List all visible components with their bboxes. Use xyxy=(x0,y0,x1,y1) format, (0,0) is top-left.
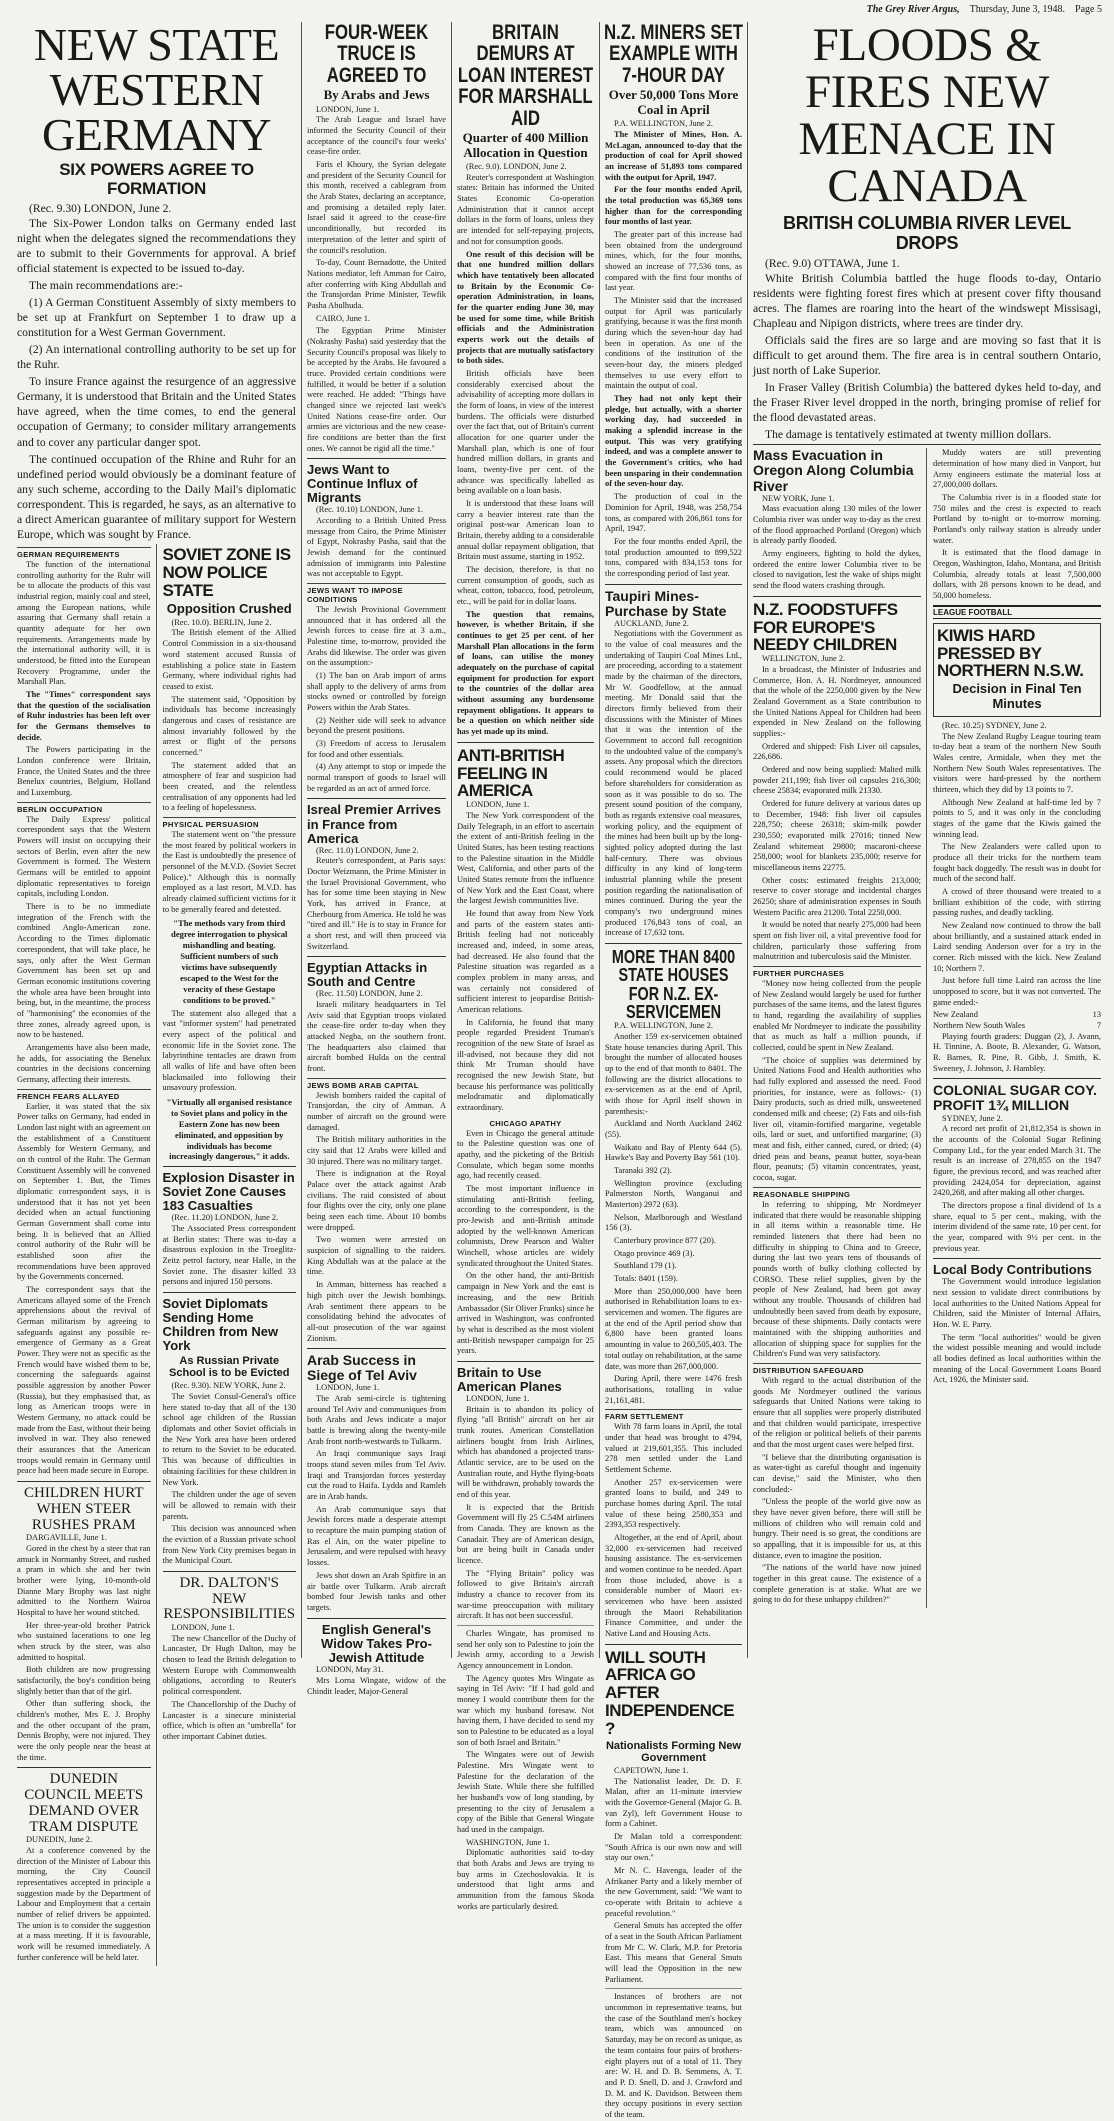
paragraph: Officials said the fires are so large and are moving so fast that it is difficult to get around them. The fire area is in central southern Ontario, just north of Lake Superior. xyxy=(753,333,1101,378)
story-headline-american-planes: Britain to Use American Planes xyxy=(457,1364,562,1394)
planes-dateline: LONDON, June 1. xyxy=(466,1393,530,1403)
paragraph: Although New Zealand at half-time led by 7 points to 5, and it was only in the concluding stages of the game that the Kiwis gained the winning lead. xyxy=(933,797,1101,839)
paragraph: The most important influence in stimulating anti-British feeling, according to the correspondent, is the pro-Jewish and anti-British attitude adopted by the well-known American columnists, Drew Pearson and Walter Winchell, whose articles are widely syndicated throughout the United States. xyxy=(457,1184,594,1268)
paragraph: There is indignation at the Royal Palace over the attack against Arab civilians. The raid consisted of about four flights over the city, only one plane being seen each time. About 10 bombs were dropped. xyxy=(307,1169,446,1232)
paragraph: The function of the international controlling authority for the Ruhr will be to allocate the products of this vast industrial region, mainly coal and steel, among the European nations, while assuring that Germany shall retain a quantity adequate for her own requirements. Arrangements made by the international authority will, it is understood, be fitted into the European Recovery Programme, under the Marshall Plan. xyxy=(17,559,151,687)
paragraph: The question that remains, however, is whether Britain, if she continues to get 25 per cent. of her Marshall Plan allocations in the form of loans, can utilise the money adequately on the purchase of capital equipment for production for export to the countries of the dollar area without assuming any burdensome repayment obligations. It appears to be a question on which neither side has yet made up its mind. xyxy=(457,609,594,737)
paragraph: Arrangements have also been made, he adds, for associating the Benelux countries in the decisions concerning Germany, affecting their interests. xyxy=(17,1042,151,1084)
foodstuffs-dateline: WELLINGTON, June 2. xyxy=(762,654,846,664)
story-headline-taupiri: Taupiri Mines- Purchase by State xyxy=(605,587,727,619)
paragraph: The term "local authorities" would be given the widest possible meaning and would include all bodies defined as local authorities within the meaning of the Local Government Loans Board Act, 1926, the Minister said. xyxy=(933,1332,1101,1385)
paragraph: It is estimated that the flood damage in Oregon, Washington, Idaho, Montana, and British Columbia, already totals at least 7,500,000 dollars, with 28 persons known to be dead, and 50,000 homeless. xyxy=(933,548,1101,601)
paragraph: In Fraser Valley (British Columbia) the battered dykes held to-day, and the Fraser River level dropped in the north, bringing promise of relief for the flood devastated areas. xyxy=(753,381,1101,425)
story-headline-soviet-diplomats: Soviet Diplomats Sending Home Children from New York xyxy=(162,1296,279,1354)
story-headline-south-africa: WILL SOUTH AFRICA GO AFTER INDEPENDENCE ? xyxy=(605,1647,735,1738)
kiwis-dateline: (Rec. 10.25) SYDNEY, June 2. xyxy=(942,720,1047,730)
divider xyxy=(163,1571,297,1572)
section-head: DISTRIBUTION SAFEGUARD xyxy=(753,1363,921,1375)
canada-subhead: BRITISH COLUMBIA RIVER LEVEL DROPS xyxy=(783,213,1071,253)
story-headline-anti-british: ANTI-BRITISH FEELING IN AMERICA xyxy=(457,745,565,801)
sport-section-bar: LEAGUE FOOTBALL xyxy=(933,605,1101,619)
column-1 xyxy=(12,19,302,1962)
story-headline-dalton: DR. DALTON'S NEW RESPONSIBILITIES xyxy=(163,1574,296,1623)
section-head: GERMAN REQUIREMENTS xyxy=(17,547,151,559)
paragraph: Charles Wingate, has promised to send her only son to Palestine to join the Jewish army, according to a Jewish Agency announcement in London. xyxy=(457,1629,594,1671)
explosion-dateline: (Rec. 11.20) LONDON, June 2. xyxy=(171,1213,279,1223)
tel-aviv-dateline: LONDON, June 1. xyxy=(316,1383,380,1393)
paragraph: The New Zealand Rugby League touring team to-day beat a team of the northern New South Wales centre, Armidale, when they met the Northern New South Wales representatives. The visitors were hard-pressed by the northern thirteen, which they did by 13 points to 7. xyxy=(933,731,1101,794)
divider xyxy=(307,1618,446,1619)
story-headline-dunedin: DUNEDIN COUNCIL MEETS DEMAND OVER TRAM DISPUTE xyxy=(24,1771,144,1835)
divider xyxy=(163,1292,297,1293)
paragraph: Earlier, it was stated that the six Power talks on Germany, had ended in London last night with an agreement on the establishment of a Constituent Assembly for Western Germany, and on th control of the Ruhr. The German Constituent Assembly will be convened on September 1. But, the Times diplomatic correspondent says, it is understood that it has not yet been decided when an actual functioning German Government shall come into being. It is believed that an Allied control authority of the Ruhr will be established soon after the recommendations have been approved by the Governments concerned. xyxy=(17,1101,151,1282)
paragraph: The greater part of this increase had been obtained from the underground mines, which, for the four months, showed an increase of 77,536 tons, as compared with the first four months of last year. xyxy=(605,230,742,293)
paragraph: The British military authorities in the city said that 12 Arabs were killed and 30 injured. There was no military target. xyxy=(307,1135,446,1166)
paragraph: CAIRO, June 1. xyxy=(316,313,370,323)
migrants-dateline: (Rec. 10.10) LONDON, June 1. xyxy=(316,505,423,515)
divider xyxy=(307,1348,446,1349)
paragraph: The Arab League and Israel have informed the Security Council of their acceptance of the council's four weeks' cease-fire order. xyxy=(307,115,446,157)
truce-dateline: LONDON, June 1. xyxy=(316,104,380,114)
paragraph: In referring to shipping, Mr Nordmeyer indicated that there would be reasonable shipping in all items within a reasonable time. He reminded listeners that there had been no difficulty in shipping to China and to Greece, during the last two years tens of thousands of pounds worth of bulky clothing collected by CORSO. These relief supplies, given by the people of New Zealand, had been got away without any trouble. Thousands of children had undoubtedly been saved from death by exposure, because of these shipments. Daily contacts were maintained with the shipping authorities and allocation of shipping space for supplies for the Children's Fund was very satisfactory. xyxy=(753,1199,921,1359)
kiwis-subhead: Decision in Final Ten Minutes xyxy=(952,681,1082,711)
paragraph: The "Times" correspondent says that the question of the socialisation of Ruhr industries has been left over for the Germans themselves to decide. xyxy=(17,690,151,742)
paragraph: Another 257 ex-servicemen were granted loans to build, and 249 to purchase homes during April. The total value of these being 2580,353 and 2393,353 respectively. xyxy=(605,1477,742,1530)
paragraph: In a broadcast, the Minister of Industries and Commerce, Hon. A. H. Nordmeyer, announced that the whole of the 2250,000 given by the New Zealand Government as a State contribution to the United Nations Appeal for Children had been expended in New Zealand on the following supplies:- xyxy=(753,664,921,738)
paragraph: General Smuts has accepted the offer of a seat in the South African Parliament from Mr C. W. Clark, M.P. for Pretoria East. This means that General Smuts will lead the Opposition in the new Parliament. xyxy=(605,1921,742,1984)
paragraph: "The choice of supplies was determined by United Nations Food and Health authorities who had fully explored and assessed the need. Food priorities, for instance, were as follows:- (1) Dairy products, such as dried milk, unsweetened condensed milk and cheese; (2) Fats and oils-fish liver oil, vitamin-fortified margarine, vegetable oils, lard or suet, and unfortified margarine; (3) meat and fish, either canned, cured, or dried; (4) dried peas and beans, peanut butter, soya-bean flour, peanuts; (5) vitamin concentrates, yeast, cocoa, sugar. xyxy=(753,1055,921,1183)
paragraph: Playing fourth graders: Duggan (2), J. Avann, H. Tinnine, A. Boote, B. Alexander, G. Watson, R. Barnes, R. Pine, R. Gibb, J. Smith, K. Sweeney, J. Johnson, J. Hambley. xyxy=(933,1031,1101,1073)
paragraph: Auckland and North Auckland 2462 (55). xyxy=(605,1119,742,1140)
column-1a xyxy=(17,544,157,1966)
story-headline-local-body: Local Body Contributions xyxy=(933,1262,1092,1278)
paper-name: The Grey River Argus, xyxy=(866,4,960,15)
paragraph: In California, he found that many people regarded President Truman's recognition of the new State of Israel as ill-advised, not because they did not think Mr Truman should have recognised the new Jewish State, but because his performance was politically melodramatic and diplomatically extraordinary. xyxy=(457,1017,594,1113)
story-headline-tel-aviv: Arab Success in Siege of Tel Aviv xyxy=(307,1352,417,1384)
widow-dateline: LONDON, May 31. xyxy=(316,1665,384,1675)
paragraph: The Agency quotes Mrs Wingate as saying in Tel Aviv: "If I had gold and money I would contribute them for the war which my husband foresaw. Not having them, I have decided to send my son to Palestine to be educated as a loyal son of both Israel and Britain." xyxy=(457,1673,594,1747)
paragraph: Mrs Lorna Wingate, widow of the Chindit leader, Major-General xyxy=(307,1676,446,1696)
paragraph: Other costs: estimated freights 213,000; reserve to cover storage and incidental charges 26250; share of administration expenses in South Western Pacific area 21200. Total 2250,000. xyxy=(753,875,921,917)
paragraph: Mr N. C. Havenga, leader of the Afrikaner Party and a likely member of the new Government, said: "We want to co-operate with Britain to achieve a peaceful revolution." xyxy=(605,1866,742,1918)
paragraph: Wellington province (excluding Palmerston North, Wanganui and Masterton) 2972 (63). xyxy=(605,1178,742,1210)
paragraph: Army engineers, fighting to hold the dykes, ordered the entire lower Columbia river to be closed to navigation, lest the wake of ships might send the flood waters crashing through. xyxy=(753,549,921,591)
paragraph: Reuter's correspondent, at Paris says: Doctor Weizmann, the Prime Minister in the Israel Provisional Government, who has for some time been staying in New York, has arrived in France, at Cherbourg from America. He told he was "tired and ill." He is to stay in France for a short rest, and will then proceed via Switzerland. xyxy=(307,856,446,951)
paragraph: Dr Malan told a correspondent: "South Africa is our own now and will stay our own." xyxy=(605,1832,742,1863)
divider xyxy=(17,1481,151,1482)
premier-dateline: (Rec. 11.0) LONDON, June 2. xyxy=(316,845,419,855)
paragraph: Gored in the chest by a steer that ran amuck in Normanby Street, and rushed a pram in which she and her twin brother were lying, 10-month-old Dianne Mary Brophy was last night admitted to the Northern Wairoa Hospital to have her wound stitched. xyxy=(17,1544,151,1618)
paragraph: Canterbury province 877 (20). xyxy=(614,1236,716,1246)
paragraph: Both children are now progressing satisfactorily, the boy's condition being slightly better than that of the girl. xyxy=(17,1665,151,1696)
paragraph: More than 250,000,000 have been authorised in Rehabilitation loans to ex-servicemen and women. The figures are at the end of the April period show that 6,800 have been granted loans amounting in value to 260,505,403. The total outlay on rehabilitation, at the same date, was more than 267,000,000. xyxy=(605,1286,742,1371)
paragraph: An Arab communique says that Jewish forces made a desperate attempt to recapture the main pumping station of Ras el Ain, on the water pipeline to Jerusalem, and were repulsed with heavy losses. xyxy=(307,1504,446,1568)
paragraph: For the four months ended April, the total production amounted to 899,522 tons, compared with 834,153 tons for the corresponding period of last year. xyxy=(605,536,742,578)
paragraph: The statement also alleged that a vast "informer system" had penetrated every aspect of the political and economic life in the Soviet zone. The labyrinthine tentacles are drawn from all walks of life and have often been blackmailed into following their unsavoury profession. xyxy=(162,1008,296,1093)
section-head: REASONABLE SHIPPING xyxy=(753,1187,921,1199)
paragraph: The Wingates were out of Jewish Palestine. Mrs Wingate went to Palestine for the declaration of the Jewish State. While there she fulfilled her husband's vow of long standing, by presenting to the city of Jerusalem a copy of the Bible that General Wingate had used in the campaign. xyxy=(457,1750,594,1835)
paragraph: A record net profit of 21,812,354 is shown in the accounts of the Colonial Sugar Refining Company Ltd., for the year ended March 31. The result is an increase of 278,855 on the 1947 figure, the previous record, and was reached after providing 2424,054 for depreciation, against 2420,268, and after making all other charges. xyxy=(933,1124,1101,1198)
story-headline-soviet-zone: SOVIET ZONE IS NOW POLICE STATE xyxy=(162,544,291,600)
story-headline-migrants: Jews Want to Continue Influx of Migrants xyxy=(307,462,418,506)
lead-headline-germany: NEW STATE WESTERN GERMANY xyxy=(33,19,280,161)
pram-dateline: DARGAVILLE, June 1. xyxy=(26,1533,107,1543)
column-1b xyxy=(163,544,297,1966)
germany-subhead: SIX POWERS AGREE TO FORMATION xyxy=(59,160,254,198)
story-headline-state-houses: MORE THAN 8400 STATE HOUSES FOR N.Z. EX-SERVICEMEN xyxy=(611,946,736,1022)
column-5b xyxy=(933,448,1101,1608)
egypt-dateline: (Rec. 11.50) LONDON, June 2. xyxy=(316,989,423,999)
soviet-subhead: Opposition Crushed xyxy=(166,600,292,616)
story-headline-pram: CHILDREN HURT WHEN STEER RUSHES PRAM xyxy=(23,1485,144,1533)
paragraph: The Associated Press correspondent at Berlin states: There was to-day a disastrous explosion in the Troeglitz-Zeitz petrol factory, near Halle, in the Soviet zone. The disaster killed 33 persons and injured 150 persons. xyxy=(162,1224,296,1287)
miners-subhead: Over 50,000 Tons More Coal in April xyxy=(608,87,739,117)
paragraph: Israeli military headquarters in Tel Aviv said that Egyptian troops violated the cease-fire order to-day when they attacked Negba, on the southern front. The headquarters also claimed that aircraft bombed Hulda on the central front. xyxy=(307,1000,446,1074)
diplomats-dateline: (Rec. 9.30). NEW YORK, June 2. xyxy=(171,1381,286,1391)
paragraph: Faris el Khoury, the Syrian delegate and president of the Security Council for this month, received a cablegram from the Arab States, declaring an acceptance, and promising a detailed reply later. Israel said it agreed to the cease-fire unconditionally, but recorded its interpretation of the letter and spirit of the council's resolution. xyxy=(307,160,446,255)
paragraph: He found that away from New York and parts of the eastern states anti-British feeling had not noticeably increased and, indeed, in some areas, had decreased. He also found that the Palestine situation was regarded as a complex problem in many areas, and was certainly not considered of sufficient interest to jeopardise British-American relations. xyxy=(457,908,594,1015)
divider xyxy=(307,956,446,957)
paragraph: This decision was announced when the eviction of a Russian private school from New York City premises began in the Municipal Court. xyxy=(162,1524,296,1566)
divider xyxy=(307,458,446,459)
paragraph: Her three-year-old brother Patrick who sustained lacerations to one leg when struck by the steer, was also admitted to hospital. xyxy=(17,1620,151,1662)
paragraph: During April, there were 1476 fresh authorisations, totalling in value 21,161,481. xyxy=(605,1374,742,1405)
story-headline-miners: N.Z. MINERS SET EXAMPLE WITH 7-HOUR DAY xyxy=(603,21,744,87)
houses-dateline: P.A. WELLINGTON, June 2. xyxy=(614,1021,714,1031)
paragraph: For the four months ended April, the total production was 65,369 tons higher than for the corresponding four months of last year. xyxy=(605,185,742,227)
story-headline-oregon: Mass Evacuation in Oregon Along Columbia River xyxy=(753,447,914,494)
section-head: JEWS BOMB ARAB CAPITAL xyxy=(307,1078,446,1090)
columns xyxy=(12,19,1106,2119)
score-team: Northern New South Wales xyxy=(933,1021,1025,1031)
column-4 xyxy=(600,21,748,2119)
paragraph: The British element of the Allied Control Commission in a six-thousand word statement accused Russia of establishing a police state in Eastern Germany, where individual rights had ceased to exist. xyxy=(162,628,296,691)
column-5 xyxy=(748,19,1106,1658)
paragraph: The New Zealanders were called upon to produce all their tricks for the northern team fought back doggedly. The result was in doubt for much of the second half. xyxy=(933,842,1101,884)
paragraph: Just before full time Laird ran across the line unopposed to score, but it was not converted. The game ended:- xyxy=(933,976,1101,1007)
section-head: CHICAGO APATHY xyxy=(489,1118,562,1128)
arms-dateline: WASHINGTON, June 1. xyxy=(466,1837,550,1847)
paragraph: The continued occupation of the Rhine and Ruhr for an undefined period would obviously be a dominant feature of any such scheme, according to the Daily Mail's diplomatic correspondent. This is regarded, he says, as an alternative to a direct American guarantee of military support for Western Europe, which was sought by France. xyxy=(17,452,296,541)
sport-box xyxy=(933,623,1101,717)
column-1-split xyxy=(17,544,296,1966)
paragraph: Another 159 ex-servicemen obtained State house tenancies during April. This brought the number of allocated houses up to the end of that month to 8401. The following are the district allocations to ex-servicemen as at the end of April, with those for April itself shown in parenthesis:- xyxy=(605,1032,742,1116)
paragraph: The Minister of Mines, Hon. A. McLagan, announced to-day that the production of coal for April showed an increase of 51,893 tons compared with the output for April, 1947. xyxy=(605,129,742,182)
germany-dateline: (Rec. 9.30) LONDON, June 2. xyxy=(29,201,172,215)
paragraph: "Money now being collected from the people of New Zealand would largely be used for further purchases of the same items, and the latest figures to hand, regarding the availability of supplies enabled Mr Nordmeyer to indicate the possibility that as much as half a million pounds, if collected, could be spent in New Zealand. xyxy=(753,979,921,1053)
score-points: 13 xyxy=(1092,1010,1101,1020)
miners-dateline: P.A. WELLINGTON, June 2. xyxy=(614,119,714,129)
paragraph: Waikato and Bay of Plenty 644 (5). Hawke's Bay and Poverty Bay 561 (10). xyxy=(605,1142,742,1163)
south-africa-subhead: Nationalists Forming New Government xyxy=(605,1739,742,1764)
divider xyxy=(457,742,594,743)
loan-dateline: (Rec. 9.0). LONDON, June 2. xyxy=(466,162,567,172)
paragraph: The statement went on "the pressure the most feared by political workers in the East is undoubtedly the presence of personnel of the M.V.D. (Soviet Secret Police)." Although this is normally employed as a last resort, M.V.D. has already claimed sufficient victims for it to be generally feared and detested. xyxy=(162,829,296,914)
pull-quote: "The methods vary from third degree interrogation to physical mishandling and beating. Sufficient numbers of such victims have subsequently escaped to the West for the veracity of these Gestapo conditions to be proved." xyxy=(171,918,288,1005)
divider xyxy=(605,1644,742,1645)
paragraph: The damage is tentatively estimated at twenty million dollars. xyxy=(765,428,1052,442)
paragraph: The Six-Power London talks on Germany ended last night when the delegates signed the recommendations they are to submit to their Governments for approval. A brief official statement is expected to be issued to-day. xyxy=(17,216,296,275)
masthead xyxy=(867,4,1102,15)
score-team: New Zealand xyxy=(933,1010,978,1020)
loan-subhead: Quarter of 400 Million Allocation in Question xyxy=(462,130,589,160)
paragraph: Even in Chicago the general attitude to the Palestine question was one of apathy, and the picketing of the British Consulate, which began some months ago, had recently ceased. xyxy=(457,1128,594,1181)
pull-quote: "Virtually all organised resistance to Soviet plans and policy in the Eastern Zone has now been eliminated, and opposition by individuals has become increasingly dangerous," it adds. xyxy=(166,1096,292,1162)
paragraph: On the other hand, the anti-British campaign in New York and the east is increasing, and the new British Ambassador (Sir Oliver Franks) since he arrived in Washington, was confronted by what is described as the most violent anti-British newspaper campaign for 25 years. xyxy=(457,1271,594,1356)
paragraph: Ordered for future delivery at various dates up to December, 1948: fish liver oil capsules 228,750; cheese 26318; skim-milk powder 230,550; evaporated milk 27016; tinned New Zealand whitemeat 29800; macaroni-cheese 258,000; wool for blankets 235,000; reserve for miscellaneous items 22775. xyxy=(753,798,921,873)
dalton-dateline: LONDON, June 1. xyxy=(171,1623,235,1633)
paragraph: "The nations of the world have now joined together in this great cause. The existence of a complete generation is at stake. What are we going to do for these unhappy children?" xyxy=(753,1563,921,1605)
lead-headline-canada: FLOODS & FIRES NEW MENACE IN CANADA xyxy=(798,19,1056,212)
paragraph: Negotiations with the Government as to the value of coal measures and the undertaking of Taupiri Coal Mines Ltd., are proceeding, according to a statement made by the chairman of the directors, Mr W. Goodfellow, at the annual meeting. Mr Donald said that the directors firmly believed from their discussions with the Minister of Mines that it was the intention of the Government to accord full recognition to the undoubted value of the company's assets. Any proposal which the directors could recommend would be placed before shareholders for consideration as soon as it was possible to do so. The present sound position of the company, both as regards extensive coal measures, working policy, and the equipment of the mines had been built up by the long-sighted policy adopted during the last half-century. There was obvious difficulty in any kind of long-term industrial planning while the present position regarding the nationalisation of mines continued. During the year the company's two underground mines produced 176,843 tons of coal, an increase of 17,632 tons. xyxy=(605,629,742,938)
taupiri-dateline: AUCKLAND, June 2. xyxy=(614,618,689,628)
divider xyxy=(753,596,921,597)
paragraph: New Zealand now continued to throw the ball about brilliantly, and a sustained attack ended in Laird sending Anderson over for a try in the corner. Rich missed with the kick. New Zealand 10; Northern 7. xyxy=(933,920,1101,973)
section-head: BERLIN OCCUPATION xyxy=(17,802,151,814)
oregon-dateline: NEW YORK, June 1. xyxy=(762,493,835,503)
paragraph: The decision, therefore, is that no current consumption of goods, such as wheat, cotton, tobacco, food, petroleum, etc., will be paid for in dollar loans. xyxy=(457,564,594,606)
story-headline-truce: FOUR-WEEK TRUCE IS AGREED TO xyxy=(324,21,429,87)
paragraph: It would be noted that nearly 275,000 had been spent on fish liver oil, a vital preventive food for children, particularly those suffering from malnutrition and tuberculosis said the Minister. xyxy=(753,920,921,962)
capetown-dateline: CAPETOWN, June 1. xyxy=(614,1766,689,1776)
paragraph: The Government would introduce legislation next session to validate direct contributions by local authorities to the United Nations Appeal for Children, said the Minister of Internal Affairs, Hon. W. E. Parry. xyxy=(933,1277,1101,1330)
paragraph: The "Flying Britain" policy was followed to give Britain's aircraft industry a chance to recover from its war-time preoccupation with military aircraft. It has not been successful. xyxy=(457,1568,594,1621)
paragraph: (2) Neither side will seek to advance beyond the present positions. xyxy=(307,715,446,736)
paragraph: Ordered and shipped: Fish Liver oil capsules, 226,686. xyxy=(753,741,921,762)
paragraph: The correspondent says that the Americans allayed some of the French apprehensions about the revival of German militarism by agreeing to safeguards against any possible re-emergence of Germany as a Great Power. They were not as specific as the French would have wished them to be, concerning the safeguards against possible aggression by another Power (Russia), but they emphasised that, as long as American troops were in Western Germany, no attack could be made from the East, without their being involved in war. They also renewed their assurances that the American troops would remain in Germany until peace had been made secure in Europe. xyxy=(17,1284,151,1476)
paragraph: According to a British United Press message from Cairo, the Prime Minister of Egypt, Nokrashy Pasha, said that the Jewish demand for the continued admission of immigrants into Palestine was not acceptable to Egypt. xyxy=(307,516,446,579)
section-head: FRENCH FEARS ALLAYED xyxy=(17,1089,151,1101)
divider xyxy=(307,798,446,799)
paragraph: With 78 farm loans in April, the total under that head was brought to 4794, valued at 219,601,355. This included 278 men settled under the Land Settlement Scheme. xyxy=(605,1422,742,1474)
divider xyxy=(605,1988,742,1989)
paragraph: Altogether, at the end of April, about 32,000 ex-servicemen had received housing assistance. The ex-servicemen and women continue to be needed. Apart from those included, above is a considerable number of Maori ex-servicemen who have been assisted through the Maori Rehabilitation Finance Committee, and under the Native Land and Housing Acts. xyxy=(605,1532,742,1638)
score-points: 7 xyxy=(1096,1021,1101,1031)
paragraph: The new Chancellor of the Duchy of Lancaster, Dr Hugh Dalton, may be chosen to lead the British delegation to Western Europe with Commonwealth obligations, according to Reuter's political correspondent. xyxy=(162,1633,296,1697)
divider xyxy=(163,1166,297,1167)
score-row xyxy=(933,1010,1101,1021)
paragraph: Mass evacuation along 130 miles of the lower Columbia river was under way to-day as the crest of the flood approached Portland (Oregon) which is already partly flooded. xyxy=(753,504,921,546)
paragraph: Totals: 8401 (159). xyxy=(614,1274,678,1284)
divider xyxy=(457,1625,594,1626)
paragraph: It is understood that these loans will carry a heavier interest rate than the original post-war American loan to Britain, thereby adding to a considerable annual dollar repayment obligation, that Britain must assume, starting in 1952. xyxy=(457,498,594,562)
section-head: FURTHER PURCHASES xyxy=(753,966,921,978)
paragraph: (2) An international controlling authority to be set up for the Ruhr. xyxy=(17,343,296,372)
paragraph: Muddy waters are still preventing determination of how many died in Vanport, but Army engineers estimate the material loss at 27,000,000 dollars. xyxy=(933,448,1101,490)
story-headline-foodstuffs: N.Z. FOODSTUFFS FOR EUROPE'S NEEDY CHILDREN xyxy=(753,599,898,655)
column-5-split xyxy=(753,444,1101,1608)
paragraph: The Daily Express' political correspondent says that the Western Powers will insist on occupying their sectors of Berlin, even after the new Government is formed. The Western Germans will be entitled to appoint diplomatic representatives to foreign capitals, including London. xyxy=(17,814,151,899)
soviet-diplomats-subhead: As Russian Private School is to be Evicted xyxy=(169,1355,290,1380)
paragraph: The Jewish Provisional Government announced that it has ordered all the Jewish forces to cease fire at 3 a.m., Palestine time, to-morrow, provided the Arabs did likewise. The order was given on the assumption:- xyxy=(307,605,446,668)
paragraph: The New York correspondent of the Daily Telegraph, in an effort to ascertain the extent of anti-British feeling in the United States, has been testing reactions to the Palestine situation in the Middle West, California, and other parts of the United States remote from the influence of New York and the East Coast, where the largest Jewish communities live. xyxy=(457,810,594,906)
paragraph: It is expected that the British Government will fly 25 C.54M airliners from Canada. They are known as the Canadair. They are of American design, but are being built in Canada under licence. xyxy=(457,1502,594,1565)
page-number: Page 5 xyxy=(1075,4,1102,15)
paragraph: (4) Any attempt to stop or impede the normal transport of goods to Israel will be regarded as an act of armed force. xyxy=(307,762,446,793)
paragraph: (3) Freedom of access to Jerusalem for food and other essentials. xyxy=(307,739,446,759)
germany-lead-body xyxy=(17,216,296,542)
paragraph: There is to be no immediate integration of the French with the combined Anglo-American zone. According to the Times diplomatic correspondent, that will take place, he says, only after the West German Government has been set up and German economic institutions covering the whole area have been brought into being, but, in the meantime, the process of "harmonising" the economies of the three zones, already agreed upon, is now to be hastened. xyxy=(17,902,151,1040)
anti-british-dateline: LONDON, June 1. xyxy=(466,800,530,810)
paragraph: The Soviet Consul-General's office here stated to-day that all of the 130 school age children of the Russian diplomats and other Soviet officials in the New York area have been ordered to return to the Soviet to be educated. This was because of difficulties in obtaining facilities for these children in New York. xyxy=(162,1392,296,1487)
paragraph: Other than suffering shock, the children's mother, Mrs E. J. Brophy and the other occupant of the pram, Dennis Brophy, were not injured. They were the only people near the beast at the time. xyxy=(17,1699,151,1762)
column-3 xyxy=(452,21,600,1911)
paragraph: The directors propose a final dividend of 1s a share, equal to 5 per cent., making, with the interim dividend of the same rate, 10 per cent. for the year, compared with 9½ per cent. in the previous year. xyxy=(933,1200,1101,1253)
story-headline-explosion: Explosion Disaster in Soviet Zone Causes 183 Casualties xyxy=(162,1170,295,1214)
paragraph: The Powers participating in the London conference were Britain, France, the United States and the three Benelux countries, Belgium, Holland and Luxemburg. xyxy=(17,745,151,798)
paragraph: Taranaki 392 (2). xyxy=(614,1166,672,1176)
divider xyxy=(457,1361,594,1362)
paragraph: With regard to the actual distribution of the goods Mr Nordmeyer outlined the various safeguards that United Nations were taking to ensure that all supplies were properly distributed and that children would participate, irrespective of the religion or political beliefs of their parents and that the most urgent cases were helped first. xyxy=(753,1375,921,1449)
paragraph: At a conference convened by the direction of the Minister of Labour this morning, the City Council representatives accepted in principle a suggestion made by the Department of Labour and Employment that a certain number of relief drivers be appointed. The union is to consider the suggestion at a mass meeting. If it is favourable, work will be resumed immediately. A further conference will be held later. xyxy=(17,1846,151,1962)
paragraph: The production of coal in the Dominion for April, 1948, was 258,754 tons, as compared with 206,861 tons for April, 1947. xyxy=(605,492,742,534)
story-headline-widow: English General's Widow Takes Pro-Jewish Attitude xyxy=(321,1621,432,1666)
divider xyxy=(933,1078,1101,1079)
paragraph: Ordered and now being supplied: Malted milk powder 211,199; fish liver oil capsules 216,300; cheese 25834; evaporated milk 21330. xyxy=(753,764,921,796)
paragraph: British officials have been considerably exercised about the advisability of accepting more dollars in the form of loans, in view of the interest burdens. The officials were disturbed over the fact that, out of Britain's current allocation for one quarter under the Marshall plan, which is one of four hundred million dollars, in grants and loans, twenty-five per cent. of the advance was specifically labelled as being available on a loan basis. xyxy=(457,368,594,496)
paragraph: Diplomatic authorities said to-day that both Arabs and Jews are trying to buy arms in Czechoslovakia. It is understood that light arms and ammunition from the famous Skoda works are particularly desired. xyxy=(457,1848,594,1911)
divider xyxy=(605,584,742,585)
column-5a xyxy=(753,448,927,1608)
story-headline-loan: BRITAIN DEMURS AT LOAN INTEREST FOR MARSHALL AID xyxy=(457,21,594,130)
paragraph: (1) A German Constituent Assembly of sixty members to be set up at Frankfurt on September 1 to draw up a constitution for a West German Government. xyxy=(17,295,296,340)
paragraph: The Minister said that the increased output for April was particularly gratifying, because it was the first month during which the seven-hour day had been in operation. As one of the conditions of the institution of the seven-hour day, the miners pledged themselves to use every effort to maintain the output of coal. xyxy=(605,296,742,391)
paragraph: "I believe that the distributing organisation is as water-tight as careful thought and ingenuity can devise," said the Minister, who then concluded:- xyxy=(753,1452,921,1494)
paragraph: The statement added that an atmosphere of fear and suspicion had been created, and the relentless centralisation of any opponents had led to a feeling of hopelessness. xyxy=(162,760,296,813)
paragraph: An Iraqi communique says Iraqi troops stand seven miles from Tel Aviv. Iraqi and Transjordan forces yesterday cut the road to Haifa. Lydda and Ramleh are in Arab hands. xyxy=(307,1449,446,1502)
paragraph: To insure France against the resurgence of an aggressive Germany, it is understood that Britain and the United States have agreed, when the time comes, to end the general occupation of Germany; to consider military arrangements and to cover any particular danger spot. xyxy=(17,375,296,449)
issue-date: Thursday, June 3, 1948. xyxy=(969,4,1066,15)
paragraph: Southland 179 (1). xyxy=(614,1261,677,1271)
paragraph: (1) The ban on Arab import of arms shall apply to the delivery of arms from stocks owned or controlled by foreign Powers within the Arab States. xyxy=(307,671,446,713)
paragraph: White British Columbia battled the huge floods to-day, Ontario residents were fighting forest fires which at present cover fifty thousand acres. The flames are roaring into the heart of the windswept Missisagi, Chapleau and Nipigon districts, where trees are tinder dry. xyxy=(753,271,1101,330)
sugar-dateline: SYDNEY, June 2. xyxy=(942,1113,1003,1123)
canada-dateline: (Rec. 9.0) OTTAWA, June 1. xyxy=(765,256,900,270)
paragraph: "Unless the people of the world give now as they have never given before, there will still be millions of children who will remain cold and hungry. Their need is so great, the conditions are so appalling, that it is impossible for us, at this distance, even to imagine the position. xyxy=(753,1497,921,1560)
paragraph: The children under the age of seven will be allowed to remain with their parents. xyxy=(162,1490,296,1521)
paragraph: The statement said, "Opposition by individuals has become increasingly dangerous and cases of resistance are almost invariably followed by the arrest or flight of the persons concerned." xyxy=(162,694,296,757)
paragraph: The Nationalist leader, Dr. D. F. Malan, after an 11-minute interview with the Governor-General (Major G. B. van Zyl), left Government House to form a Cabinet. xyxy=(605,1776,742,1829)
story-headline-kiwis: KIWIS HARD PRESSED BY NORTHERN N.S.W. xyxy=(937,625,1084,681)
paragraph: They had not only kept their pledge, but actually, with a shorter working day, had succeeded in making a splendid increase in the output. This was very gratifying indeed, and was a complete answer to the Government's critics, who had been unsparing in their condemnation of the seven-hour day. xyxy=(605,394,742,489)
section-head: JEWS WANT TO IMPOSE CONDITIONS xyxy=(307,583,446,604)
truce-subhead: By Arabs and Jews xyxy=(323,87,430,103)
paragraph: Two women were arrested on suspicion of signalling to the raiders. King Abdullah was at the palace at the time. xyxy=(307,1235,446,1277)
story-headline-israel-premier: Isreal Premier Arrives in France from America xyxy=(307,802,441,846)
paragraph: Jews shot down an Arab Spitfire in an air battle over Tulkarm. Arab aircraft bombed four Jewish tanks and other targets. xyxy=(307,1570,446,1612)
paragraph: To-day, Count Bernadotte, the United Nations mediator, left Amman for Cairo, after conferring with King Abdullah and the Transjordan Prime Minister, Tewfik Pasha Abulhuda. xyxy=(307,258,446,310)
divider xyxy=(605,943,742,944)
divider xyxy=(933,1258,1101,1259)
paragraph: The main recommendations are:- xyxy=(29,278,183,292)
paragraph: The Chancellorship of the Duchy of Lancaster is a sinecure ministerial office, which is often an "umbrella" for other important Cabinet duties. xyxy=(162,1699,296,1741)
score-row xyxy=(933,1021,1101,1032)
paragraph: Reuter's correspondent at Washington states: Britain has informed the United States Economic Co-operation Administration that it cannot accept dollars in the form of loans, unless they are intended for self-repaying projects, and not for consumption goods. xyxy=(457,172,594,246)
paragraph: The Columbia river is in a flooded state for 750 miles and the crest is expected to reach Portland by to-night or to-morrow morning. Portland's only railway station is already under water. xyxy=(933,493,1101,545)
story-headline-egyptian-attacks: Egyptian Attacks in South and Centre xyxy=(307,960,428,990)
paragraph: A crowd of three thousand were treated to a brilliant exhibition of the code, with stirring passing rushes, and deadly tackling. xyxy=(933,886,1101,918)
paragraph: Otago province 469 (3). xyxy=(614,1248,695,1258)
dunedin-dateline: DUNEDIN, June 2. xyxy=(26,1835,93,1845)
divider xyxy=(17,1767,151,1768)
paragraph: Britain is to abandon its policy of flying "all British" aircraft on her air trunk routes. American Constellation airliners bought from Irish Airlines, which has abandoned a projected trans-Atlantic service, are to be used on the Australian route, and Hythe flying-boats will be withdrawn, probably towards the end of this year. xyxy=(457,1404,594,1499)
paragraph: Nelson, Marlborough and Westland 156 (3). xyxy=(605,1212,742,1233)
section-head: FARM SETTLEMENT xyxy=(605,1409,742,1421)
soviet-dateline: (Rec. 10.0). BERLIN, June 2. xyxy=(171,617,272,627)
paragraph: Instances of brothers are not uncommon in representative teams, but the case of the Southland men's hockey team, which was announced on Saturday, may be on record as unique, as the team contains four pairs of brothers-eight players out of a total of 11. They are: W. H. and D. B. Semmens, A. T. and P. D. Snell, D. and J. Crawford and D. M. and K. Davidson. Between them they occupy positions in every section of the team. xyxy=(605,1992,742,2119)
paragraph: The Egyptian Prime Minister (Nokrashy Pasha) said yesterday that the Security Council's proposal was likely to be accepted by the Arabs. He favoured a truce. Provided certain conditions were fulfilled, it would be better if a solution were reached. He added: "Things have changed since we rejected last week's United Nations cease-fire order. Our armies are victorious and the new cease-fire conditions are better than the first ones. We cannot be rigid all the time." xyxy=(307,326,446,453)
paragraph: One result of this decision will be that one hundred million dollars which have tentatively been allocated to Britain by the Economic Co-operation Administration, in loans, for the quarter ending June 30, may be used for some time, while British officials and the Administration experts work out the details of projects that are mutually satisfactory to both sides. xyxy=(457,249,594,366)
paragraph: In Amman, bitterness has reached a high pitch over the Jewish bombings. Arab sentiment there appears to be consolidating behind the advocates of all-out prosecution of the war against Zionism. xyxy=(307,1280,446,1343)
section-head: PHYSICAL PERSUASION xyxy=(163,817,297,829)
paragraph: Jewish bombers raided the capital of Transjordan, the city of Amman. A number of aircraft on the ground were damaged. xyxy=(307,1090,446,1132)
story-headline-sugar: COLONIAL SUGAR COY. PROFIT 1¾ MILLION xyxy=(933,1082,1097,1114)
column-2 xyxy=(302,21,452,1696)
paragraph: The Arab semi-circle is tightening around Tel Aviv and communiques from both Arabs and Jews indicate a major battle is brewing along the twenty-mile Arab front north-westwards to Tulkarm. xyxy=(307,1394,446,1446)
